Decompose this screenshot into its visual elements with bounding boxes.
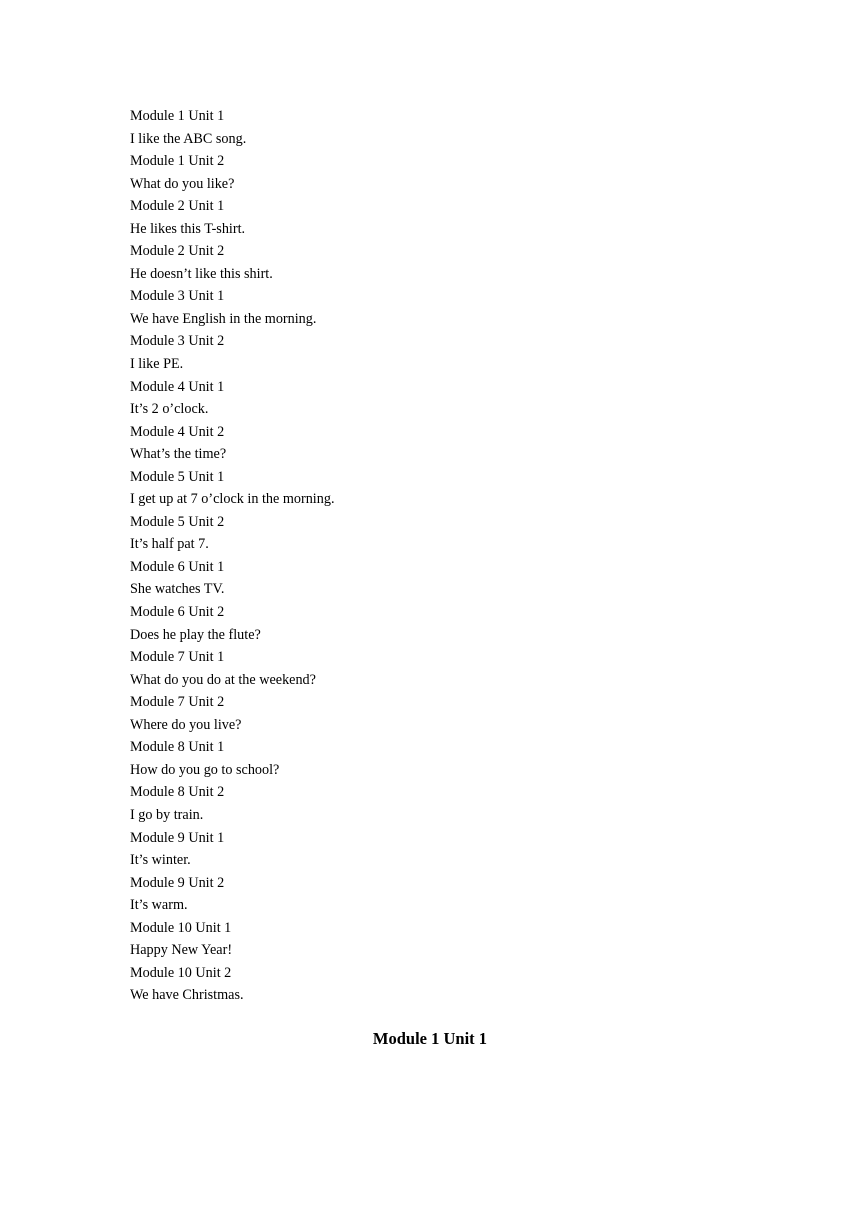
toc-unit-title: I get up at 7 o’clock in the morning. [130, 491, 335, 508]
toc-module-label: Module 1 Unit 1 [130, 108, 225, 124]
toc-module-label: Module 4 Unit 2 [130, 423, 225, 440]
toc-entry [130, 691, 730, 736]
toc-entry [130, 556, 730, 601]
toc-module-label: Module 6 Unit 1 [130, 558, 225, 575]
toc-entry [130, 466, 730, 511]
toc-module-label: Module 8 Unit 1 [130, 739, 225, 756]
toc-unit-title: Does he play the flute? [130, 626, 261, 643]
toc-unit-title: It’s half pat 7. [130, 536, 209, 553]
toc-entry [130, 917, 730, 962]
toc-unit-title: He doesn’t like this shirt. [130, 265, 273, 282]
toc-module-label: Module 8 Unit 2 [130, 784, 225, 801]
toc-unit-title: It’s 2 o’clock. [130, 401, 209, 418]
table-of-contents [130, 105, 730, 1007]
toc-unit-title: I like the ABC song. [130, 130, 247, 147]
toc-module-label: Module 5 Unit 1 [130, 468, 225, 485]
toc-unit-title: What do you like? [130, 175, 235, 192]
toc-entry [130, 376, 730, 421]
toc-unit-title: Happy New Year! [130, 942, 233, 959]
toc-entry [130, 511, 730, 556]
toc-entry [130, 646, 730, 691]
toc-unit-title: He likes this T-shirt. [130, 220, 246, 237]
toc-module-label: Module 4 Unit 1 [130, 378, 225, 395]
toc-unit-title: She watches TV. [130, 581, 225, 598]
toc-module-label: Module 6 Unit 2 [130, 604, 225, 621]
toc-module-label: Module 5 Unit 2 [130, 513, 225, 530]
toc-unit-title: What do you do at the weekend? [130, 671, 316, 688]
toc-entry [130, 781, 730, 826]
toc-unit-title: It’s warm. [130, 897, 188, 914]
toc-unit-title: It’s winter. [130, 852, 191, 869]
toc-module-label: Module 7 Unit 1 [130, 649, 225, 666]
toc-entry [130, 195, 730, 240]
toc-entry [130, 150, 730, 195]
toc-module-label: Module 2 Unit 2 [130, 243, 225, 260]
section-heading: Module 1 Unit 1 [372, 1029, 488, 1048]
toc-entry [130, 736, 730, 781]
toc-module-label: Module 3 Unit 2 [130, 333, 225, 350]
toc-unit-title: How do you go to school? [130, 761, 280, 778]
toc-entry [130, 962, 730, 1007]
toc-unit-title: We have English in the morning. [130, 310, 317, 327]
toc-entry [130, 240, 730, 285]
toc-unit-title: I go by train. [130, 806, 204, 823]
toc-unit-title: Where do you live? [130, 716, 242, 733]
toc-module-label: Module 10 Unit 2 [130, 964, 232, 981]
toc-unit-title: What’s the time? [130, 446, 227, 463]
toc-module-label: Module 7 Unit 2 [130, 694, 225, 711]
toc-module-label: Module 1 Unit 2 [130, 153, 225, 170]
toc-entry [130, 872, 730, 917]
toc-entry [130, 330, 730, 375]
toc-entry [130, 601, 730, 646]
toc-module-label: Module 9 Unit 1 [130, 829, 225, 846]
toc-module-label: Module 9 Unit 2 [130, 874, 225, 891]
toc-entry [130, 285, 730, 330]
toc-module-label: Module 2 Unit 1 [130, 198, 225, 215]
toc-unit-title: I like PE. [130, 356, 184, 373]
toc-entry [130, 827, 730, 872]
toc-entry [130, 421, 730, 466]
toc-module-label: Module 3 Unit 1 [130, 288, 225, 305]
toc-module-label: Module 10 Unit 1 [130, 919, 232, 936]
toc-entry [130, 105, 730, 150]
toc-unit-title: We have Christmas. [130, 987, 244, 1004]
